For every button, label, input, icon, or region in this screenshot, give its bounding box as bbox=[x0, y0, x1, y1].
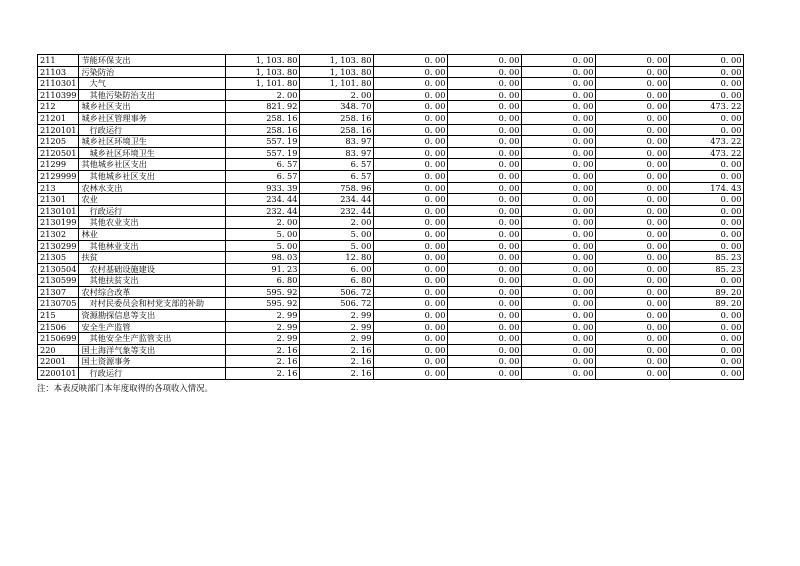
amount-cell: 232. 44 bbox=[300, 205, 374, 217]
subject-code-cell: 21299 bbox=[38, 159, 79, 171]
amount-cell: 0. 00 bbox=[448, 321, 522, 333]
amount-cell: 0. 00 bbox=[448, 310, 522, 322]
amount-cell: 2. 99 bbox=[300, 310, 374, 322]
amount-cell: 5. 00 bbox=[226, 228, 300, 240]
amount-cell: 6. 57 bbox=[300, 170, 374, 182]
amount-cell: 6. 80 bbox=[226, 275, 300, 287]
subject-code-cell: 21301 bbox=[38, 194, 79, 206]
subject-name-cell: 行政运行 bbox=[79, 368, 226, 380]
amount-cell: 258. 16 bbox=[226, 112, 300, 124]
subject-name-cell: 节能环保支出 bbox=[79, 55, 226, 67]
subject-code-cell: 21205 bbox=[38, 136, 79, 148]
subject-code-cell: 211 bbox=[38, 55, 79, 67]
subject-name-cell: 城乡社区环境卫生 bbox=[79, 136, 226, 148]
amount-cell: 2. 99 bbox=[226, 321, 300, 333]
amount-cell: 0. 00 bbox=[448, 66, 522, 78]
subject-name-cell: 大气 bbox=[79, 78, 226, 90]
table-row bbox=[38, 263, 744, 275]
table-row bbox=[38, 252, 744, 264]
amount-cell: 0. 00 bbox=[448, 124, 522, 136]
amount-cell: 0. 00 bbox=[448, 55, 522, 67]
amount-cell: 0. 00 bbox=[522, 344, 596, 356]
subject-name-cell: 其他扶贫支出 bbox=[79, 275, 226, 287]
amount-cell: 0. 00 bbox=[522, 182, 596, 194]
amount-cell: 2. 99 bbox=[300, 321, 374, 333]
subject-name-cell: 国土海洋气象等支出 bbox=[79, 344, 226, 356]
amount-cell: 0. 00 bbox=[670, 368, 744, 380]
amount-cell: 0. 00 bbox=[374, 136, 448, 148]
amount-cell: 0. 00 bbox=[596, 205, 670, 217]
subject-code-cell: 2130299 bbox=[38, 240, 79, 252]
subject-code-cell: 21305 bbox=[38, 252, 79, 264]
table-row bbox=[38, 368, 744, 380]
amount-cell: 506. 72 bbox=[300, 286, 374, 298]
amount-cell: 0. 00 bbox=[522, 147, 596, 159]
amount-cell: 0. 00 bbox=[596, 182, 670, 194]
amount-cell: 0. 00 bbox=[670, 159, 744, 171]
amount-cell: 0. 00 bbox=[448, 170, 522, 182]
amount-cell: 0. 00 bbox=[596, 147, 670, 159]
amount-cell: 0. 00 bbox=[448, 194, 522, 206]
amount-cell: 85. 23 bbox=[670, 263, 744, 275]
subject-code-cell: 21302 bbox=[38, 228, 79, 240]
amount-cell: 758. 96 bbox=[300, 182, 374, 194]
amount-cell: 0. 00 bbox=[374, 182, 448, 194]
amount-cell: 0. 00 bbox=[670, 310, 744, 322]
subject-name-cell: 其他农业支出 bbox=[79, 217, 226, 229]
table-row bbox=[38, 124, 744, 136]
amount-cell: 0. 00 bbox=[448, 159, 522, 171]
subject-code-cell: 2130705 bbox=[38, 298, 79, 310]
table-row bbox=[38, 217, 744, 229]
table-row bbox=[38, 182, 744, 194]
amount-cell: 0. 00 bbox=[596, 252, 670, 264]
subject-code-cell: 2110399 bbox=[38, 89, 79, 101]
amount-cell: 1, 101. 80 bbox=[300, 78, 374, 90]
amount-cell: 0. 00 bbox=[374, 252, 448, 264]
table-row bbox=[38, 286, 744, 298]
amount-cell: 0. 00 bbox=[448, 356, 522, 368]
subject-name-cell: 农林水支出 bbox=[79, 182, 226, 194]
table-row bbox=[38, 333, 744, 345]
table-row bbox=[38, 228, 744, 240]
table-row bbox=[38, 147, 744, 159]
amount-cell: 0. 00 bbox=[448, 205, 522, 217]
subject-code-cell: 21103 bbox=[38, 66, 79, 78]
amount-cell: 0. 00 bbox=[374, 298, 448, 310]
amount-cell: 85. 23 bbox=[670, 252, 744, 264]
subject-code-cell: 2150699 bbox=[38, 333, 79, 345]
amount-cell: 174. 43 bbox=[670, 182, 744, 194]
amount-cell: 2. 00 bbox=[226, 89, 300, 101]
amount-cell: 0. 00 bbox=[522, 124, 596, 136]
subject-code-cell: 21201 bbox=[38, 112, 79, 124]
amount-cell: 5. 00 bbox=[226, 240, 300, 252]
amount-cell: 5. 00 bbox=[300, 240, 374, 252]
subject-name-cell: 国土资源事务 bbox=[79, 356, 226, 368]
amount-cell: 2. 16 bbox=[300, 344, 374, 356]
amount-cell: 506. 72 bbox=[300, 298, 374, 310]
subject-name-cell: 扶贫 bbox=[79, 252, 226, 264]
amount-cell: 2. 99 bbox=[226, 333, 300, 345]
amount-cell: 0. 00 bbox=[374, 356, 448, 368]
amount-cell: 0. 00 bbox=[596, 159, 670, 171]
amount-cell: 0. 00 bbox=[596, 194, 670, 206]
amount-cell: 0. 00 bbox=[670, 124, 744, 136]
amount-cell: 2. 16 bbox=[226, 368, 300, 380]
table-row bbox=[38, 89, 744, 101]
amount-cell: 258. 16 bbox=[300, 112, 374, 124]
table-row bbox=[38, 344, 744, 356]
subject-name-cell: 农村基础设施建设 bbox=[79, 263, 226, 275]
subject-code-cell: 2129999 bbox=[38, 170, 79, 182]
table-row bbox=[38, 136, 744, 148]
subject-name-cell: 农业 bbox=[79, 194, 226, 206]
amount-cell: 473. 22 bbox=[670, 136, 744, 148]
amount-cell: 6. 57 bbox=[226, 170, 300, 182]
amount-cell: 557. 19 bbox=[226, 136, 300, 148]
amount-cell: 0. 00 bbox=[670, 89, 744, 101]
amount-cell: 1, 103. 80 bbox=[300, 55, 374, 67]
amount-cell: 0. 00 bbox=[670, 55, 744, 67]
amount-cell: 0. 00 bbox=[522, 136, 596, 148]
amount-cell: 0. 00 bbox=[374, 124, 448, 136]
subject-code-cell: 2130504 bbox=[38, 263, 79, 275]
subject-name-cell: 污染防治 bbox=[79, 66, 226, 78]
amount-cell: 0. 00 bbox=[670, 240, 744, 252]
amount-cell: 0. 00 bbox=[596, 228, 670, 240]
amount-cell: 2. 00 bbox=[226, 217, 300, 229]
table-row bbox=[38, 356, 744, 368]
amount-cell: 98. 03 bbox=[226, 252, 300, 264]
table-row bbox=[38, 55, 744, 67]
amount-cell: 0. 00 bbox=[596, 333, 670, 345]
table-row bbox=[38, 112, 744, 124]
amount-cell: 0. 00 bbox=[596, 310, 670, 322]
amount-cell: 0. 00 bbox=[448, 333, 522, 345]
amount-cell: 1, 103. 80 bbox=[226, 55, 300, 67]
table-row bbox=[38, 275, 744, 287]
amount-cell: 0. 00 bbox=[522, 298, 596, 310]
subject-name-cell: 资源勘探信息等支出 bbox=[79, 310, 226, 322]
amount-cell: 2. 99 bbox=[226, 310, 300, 322]
amount-cell: 473. 22 bbox=[670, 101, 744, 113]
subject-code-cell: 2130101 bbox=[38, 205, 79, 217]
subject-name-cell: 其他城乡社区支出 bbox=[79, 170, 226, 182]
amount-cell: 0. 00 bbox=[522, 55, 596, 67]
table-row bbox=[38, 310, 744, 322]
amount-cell: 2. 16 bbox=[226, 344, 300, 356]
amount-cell: 0. 00 bbox=[448, 101, 522, 113]
amount-cell: 0. 00 bbox=[596, 112, 670, 124]
amount-cell: 0. 00 bbox=[670, 275, 744, 287]
amount-cell: 0. 00 bbox=[670, 112, 744, 124]
amount-cell: 595. 92 bbox=[226, 286, 300, 298]
amount-cell: 0. 00 bbox=[374, 170, 448, 182]
amount-cell: 91. 23 bbox=[226, 263, 300, 275]
subject-code-cell: 212 bbox=[38, 101, 79, 113]
amount-cell: 0. 00 bbox=[596, 344, 670, 356]
amount-cell: 0. 00 bbox=[596, 368, 670, 380]
amount-cell: 2. 99 bbox=[300, 333, 374, 345]
amount-cell: 0. 00 bbox=[522, 159, 596, 171]
amount-cell: 0. 00 bbox=[670, 321, 744, 333]
amount-cell: 0. 00 bbox=[596, 298, 670, 310]
amount-cell: 0. 00 bbox=[448, 182, 522, 194]
amount-cell: 0. 00 bbox=[522, 310, 596, 322]
subject-code-cell: 2130599 bbox=[38, 275, 79, 287]
table-row bbox=[38, 205, 744, 217]
budget-income-table bbox=[37, 54, 744, 380]
amount-cell: 0. 00 bbox=[522, 275, 596, 287]
amount-cell: 0. 00 bbox=[448, 286, 522, 298]
amount-cell: 0. 00 bbox=[374, 194, 448, 206]
subject-name-cell: 城乡社区支出 bbox=[79, 101, 226, 113]
amount-cell: 0. 00 bbox=[596, 136, 670, 148]
amount-cell: 258. 16 bbox=[226, 124, 300, 136]
amount-cell: 2. 00 bbox=[300, 89, 374, 101]
amount-cell: 0. 00 bbox=[374, 89, 448, 101]
amount-cell: 0. 00 bbox=[374, 147, 448, 159]
subject-code-cell: 2200101 bbox=[38, 368, 79, 380]
budget-table-sheet bbox=[37, 54, 744, 380]
amount-cell: 0. 00 bbox=[374, 321, 448, 333]
amount-cell: 0. 00 bbox=[448, 89, 522, 101]
amount-cell: 0. 00 bbox=[374, 66, 448, 78]
amount-cell: 0. 00 bbox=[522, 66, 596, 78]
table-row bbox=[38, 298, 744, 310]
amount-cell: 933. 39 bbox=[226, 182, 300, 194]
amount-cell: 0. 00 bbox=[448, 344, 522, 356]
amount-cell: 0. 00 bbox=[596, 286, 670, 298]
amount-cell: 0. 00 bbox=[374, 240, 448, 252]
amount-cell: 0. 00 bbox=[374, 263, 448, 275]
amount-cell: 0. 00 bbox=[522, 112, 596, 124]
amount-cell: 0. 00 bbox=[596, 321, 670, 333]
amount-cell: 0. 00 bbox=[670, 205, 744, 217]
table-row bbox=[38, 321, 744, 333]
amount-cell: 1, 101. 80 bbox=[226, 78, 300, 90]
subject-name-cell: 城乡社区环境卫生 bbox=[79, 147, 226, 159]
amount-cell: 0. 00 bbox=[522, 205, 596, 217]
amount-cell: 0. 00 bbox=[374, 333, 448, 345]
amount-cell: 0. 00 bbox=[374, 217, 448, 229]
amount-cell: 0. 00 bbox=[448, 240, 522, 252]
subject-code-cell: 21506 bbox=[38, 321, 79, 333]
amount-cell: 557. 19 bbox=[226, 147, 300, 159]
amount-cell: 0. 00 bbox=[448, 298, 522, 310]
amount-cell: 0. 00 bbox=[522, 263, 596, 275]
amount-cell: 0. 00 bbox=[522, 89, 596, 101]
amount-cell: 0. 00 bbox=[522, 252, 596, 264]
amount-cell: 0. 00 bbox=[596, 89, 670, 101]
subject-code-cell: 2110301 bbox=[38, 78, 79, 90]
amount-cell: 0. 00 bbox=[448, 78, 522, 90]
amount-cell: 0. 00 bbox=[522, 101, 596, 113]
amount-cell: 1, 103. 80 bbox=[300, 66, 374, 78]
subject-code-cell: 215 bbox=[38, 310, 79, 322]
amount-cell: 0. 00 bbox=[596, 55, 670, 67]
amount-cell: 0. 00 bbox=[670, 78, 744, 90]
amount-cell: 0. 00 bbox=[448, 368, 522, 380]
amount-cell: 6. 57 bbox=[226, 159, 300, 171]
amount-cell: 473. 22 bbox=[670, 147, 744, 159]
subject-name-cell: 行政运行 bbox=[79, 124, 226, 136]
amount-cell: 0. 00 bbox=[374, 159, 448, 171]
amount-cell: 0. 00 bbox=[374, 368, 448, 380]
subject-code-cell: 21307 bbox=[38, 286, 79, 298]
subject-name-cell: 城乡社区管理事务 bbox=[79, 112, 226, 124]
amount-cell: 232. 44 bbox=[226, 205, 300, 217]
amount-cell: 12. 80 bbox=[300, 252, 374, 264]
amount-cell: 234. 44 bbox=[300, 194, 374, 206]
amount-cell: 89. 20 bbox=[670, 298, 744, 310]
table-row bbox=[38, 66, 744, 78]
amount-cell: 258. 16 bbox=[300, 124, 374, 136]
subject-code-cell: 2120501 bbox=[38, 147, 79, 159]
amount-cell: 234. 44 bbox=[226, 194, 300, 206]
footnote: 注：本表反映部门本年度取得的各项收入情况。 bbox=[37, 383, 213, 393]
subject-code-cell: 213 bbox=[38, 182, 79, 194]
amount-cell: 0. 00 bbox=[596, 66, 670, 78]
subject-code-cell: 22001 bbox=[38, 356, 79, 368]
amount-cell: 0. 00 bbox=[670, 217, 744, 229]
amount-cell: 0. 00 bbox=[522, 321, 596, 333]
amount-cell: 0. 00 bbox=[374, 286, 448, 298]
amount-cell: 0. 00 bbox=[670, 170, 744, 182]
amount-cell: 6. 57 bbox=[300, 159, 374, 171]
amount-cell: 0. 00 bbox=[596, 263, 670, 275]
amount-cell: 0. 00 bbox=[374, 275, 448, 287]
subject-code-cell: 2130199 bbox=[38, 217, 79, 229]
amount-cell: 0. 00 bbox=[596, 275, 670, 287]
amount-cell: 0. 00 bbox=[522, 194, 596, 206]
table-row bbox=[38, 194, 744, 206]
amount-cell: 0. 00 bbox=[448, 275, 522, 287]
amount-cell: 0. 00 bbox=[448, 112, 522, 124]
amount-cell: 0. 00 bbox=[374, 112, 448, 124]
amount-cell: 2. 16 bbox=[300, 368, 374, 380]
amount-cell: 0. 00 bbox=[374, 310, 448, 322]
amount-cell: 0. 00 bbox=[448, 263, 522, 275]
amount-cell: 0. 00 bbox=[522, 286, 596, 298]
amount-cell: 0. 00 bbox=[596, 101, 670, 113]
amount-cell: 0. 00 bbox=[596, 356, 670, 368]
amount-cell: 6. 00 bbox=[300, 263, 374, 275]
subject-name-cell: 安全生产监管 bbox=[79, 321, 226, 333]
amount-cell: 595. 92 bbox=[226, 298, 300, 310]
amount-cell: 0. 00 bbox=[448, 252, 522, 264]
amount-cell: 2. 00 bbox=[300, 217, 374, 229]
table-row bbox=[38, 170, 744, 182]
amount-cell: 0. 00 bbox=[596, 78, 670, 90]
amount-cell: 2. 16 bbox=[226, 356, 300, 368]
amount-cell: 0. 00 bbox=[522, 333, 596, 345]
table-row bbox=[38, 240, 744, 252]
amount-cell: 83. 97 bbox=[300, 147, 374, 159]
amount-cell: 0. 00 bbox=[448, 147, 522, 159]
amount-cell: 1, 103. 80 bbox=[226, 66, 300, 78]
subject-name-cell: 对村民委员会和村党支部的补助 bbox=[79, 298, 226, 310]
amount-cell: 0. 00 bbox=[448, 217, 522, 229]
subject-name-cell: 农村综合改革 bbox=[79, 286, 226, 298]
amount-cell: 0. 00 bbox=[374, 205, 448, 217]
amount-cell: 0. 00 bbox=[596, 124, 670, 136]
table-row bbox=[38, 78, 744, 90]
amount-cell: 0. 00 bbox=[448, 228, 522, 240]
amount-cell: 0. 00 bbox=[374, 228, 448, 240]
subject-name-cell: 其他城乡社区支出 bbox=[79, 159, 226, 171]
amount-cell: 821. 92 bbox=[226, 101, 300, 113]
subject-name-cell: 其他林业支出 bbox=[79, 240, 226, 252]
amount-cell: 0. 00 bbox=[522, 368, 596, 380]
amount-cell: 0. 00 bbox=[670, 66, 744, 78]
amount-cell: 0. 00 bbox=[374, 344, 448, 356]
amount-cell: 0. 00 bbox=[522, 217, 596, 229]
amount-cell: 0. 00 bbox=[596, 240, 670, 252]
amount-cell: 0. 00 bbox=[522, 240, 596, 252]
amount-cell: 0. 00 bbox=[522, 170, 596, 182]
subject-name-cell: 行政运行 bbox=[79, 205, 226, 217]
amount-cell: 6. 80 bbox=[300, 275, 374, 287]
amount-cell: 0. 00 bbox=[670, 228, 744, 240]
amount-cell: 0. 00 bbox=[522, 228, 596, 240]
subject-code-cell: 2120101 bbox=[38, 124, 79, 136]
amount-cell: 0. 00 bbox=[374, 55, 448, 67]
amount-cell: 5. 00 bbox=[300, 228, 374, 240]
table-row bbox=[38, 101, 744, 113]
table-row bbox=[38, 159, 744, 171]
amount-cell: 0. 00 bbox=[522, 78, 596, 90]
table-body bbox=[38, 55, 744, 380]
amount-cell: 0. 00 bbox=[374, 78, 448, 90]
subject-code-cell: 220 bbox=[38, 344, 79, 356]
amount-cell: 83. 97 bbox=[300, 136, 374, 148]
subject-name-cell: 其他安全生产监管支出 bbox=[79, 333, 226, 345]
amount-cell: 0. 00 bbox=[596, 170, 670, 182]
amount-cell: 89. 20 bbox=[670, 286, 744, 298]
amount-cell: 0. 00 bbox=[670, 194, 744, 206]
amount-cell: 0. 00 bbox=[374, 101, 448, 113]
amount-cell: 0. 00 bbox=[448, 136, 522, 148]
subject-name-cell: 林业 bbox=[79, 228, 226, 240]
amount-cell: 0. 00 bbox=[670, 356, 744, 368]
amount-cell: 2. 16 bbox=[300, 356, 374, 368]
amount-cell: 0. 00 bbox=[670, 333, 744, 345]
amount-cell: 348. 70 bbox=[300, 101, 374, 113]
amount-cell: 0. 00 bbox=[596, 217, 670, 229]
amount-cell: 0. 00 bbox=[670, 344, 744, 356]
subject-name-cell: 其他污染防治支出 bbox=[79, 89, 226, 101]
amount-cell: 0. 00 bbox=[522, 356, 596, 368]
